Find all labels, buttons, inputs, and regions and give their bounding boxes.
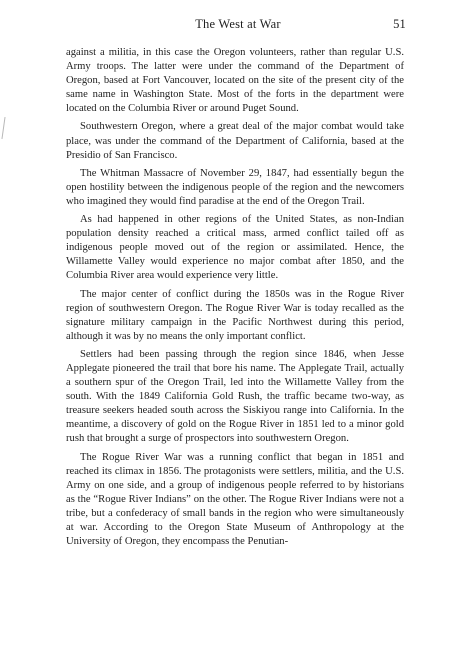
paragraph-2: Southwestern Oregon, where a great deal of the major combat would take place, was under the command of the Department of California, based at the Presidio of San Francisco. bbox=[66, 121, 404, 161]
page-number: 51 bbox=[393, 17, 406, 31]
paragraph-7: The Rogue River War was a running conflict that began in 1851 and reached its climax in 1856. The protagonists were settlers, militia, and the U.S. Army on one side, and a group of indigenous people referred to by historians as the “Rogue River Indians” on the other. The Rogue River Indians were not a tribe, but a confederacy of small bands in the region who were simultaneously at war. According to the Oregon State Museum of Anthropology at the University of Oregon, they encompass the Penutian- bbox=[66, 451, 404, 548]
margin-pencil-mark bbox=[1, 117, 5, 139]
paragraph-5: The major center of conflict during the 1850s was in the Rogue River region of southwestern Oregon. The Rogue River War is today recalled as the signature military campaign in the Pacific Northwest during this period, although it was by no means the only important conflict. bbox=[66, 288, 404, 342]
paragraph-1: against a militia, in this case the Oregon volunteers, rather than regular U.S. Army troops. The latter were under the command of the Department of Oregon, based at Fort Vancouver, located on the site of the present city of the same name in Washington State. Most of the forts in the department were located on the Columbia River or around Puget Sound. bbox=[66, 47, 404, 115]
paragraph-4: As had happened in other regions of the United States, as non-Indian population density reached a critical mass, armed conflict tailed off as indigenous people moved out of the region or assimilated. Hence, the Willamette Valley would experience no major combat after 1850, and the Columbia River area would experience very little. bbox=[66, 214, 404, 282]
body-text bbox=[66, 46, 404, 553]
paragraph-6: Settlers had been passing through the region since 1846, when Jesse Applegate pioneered the trail that bore his name. The Applegate Trail, actually a southern spur of the Oregon Trail, led into the Willamette Valley from the south. With the 1849 California Gold Rush, the traffic became two-way, as treasure seekers headed south across the Siskiyou range into California. In the meantime, a discovery of gold on the Rogue River in 1851 led to a minor gold rush that brought a surge of prospectors into southwestern Oregon. bbox=[66, 348, 404, 445]
paragraph-3: The Whitman Massacre of November 29, 1847, had essentially begun the open hostility between the indigenous people of the region and the newcomers who imagined they would find paradise at the end of the Oregon Trail. bbox=[66, 167, 404, 207]
running-title: The West at War bbox=[195, 17, 281, 31]
running-head bbox=[70, 17, 406, 35]
